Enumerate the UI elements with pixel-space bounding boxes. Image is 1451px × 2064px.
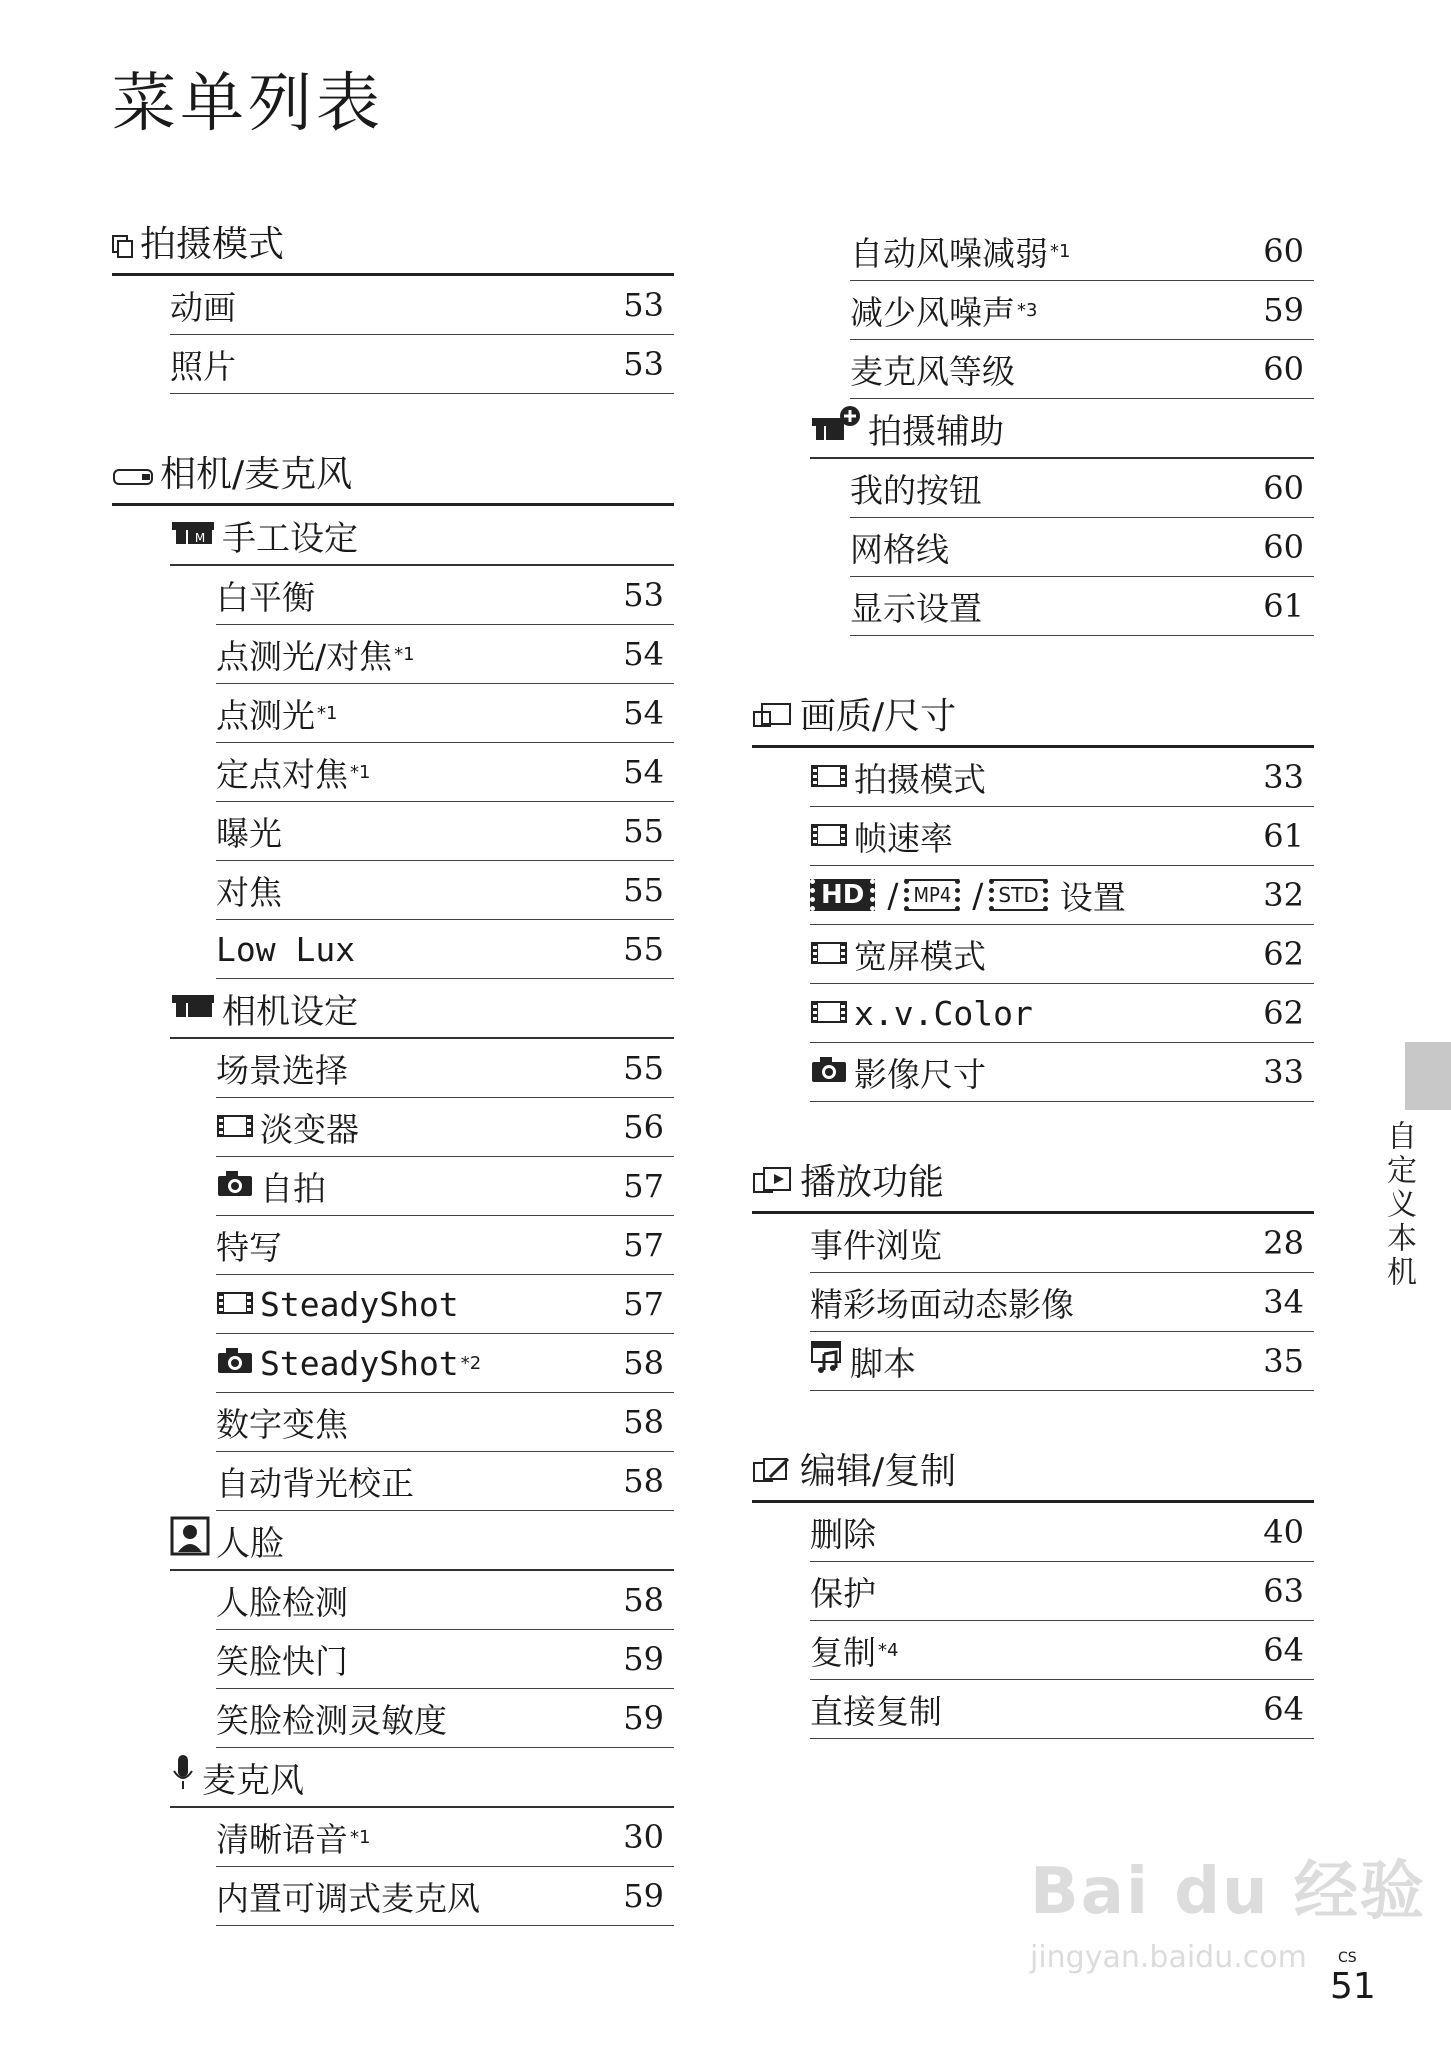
footnote-mark: *1 [317, 702, 338, 724]
edit-copy-icon [752, 1453, 794, 1494]
section-camera-mic [112, 448, 674, 506]
item-label: 复制 [810, 1632, 876, 1672]
item-label: 数字变焦 [216, 1404, 348, 1444]
subsection-title: 手工设定 [222, 518, 358, 559]
footnote-mark: *1 [1050, 240, 1071, 262]
item-page: 32 [1263, 876, 1304, 914]
menu-item[interactable] [216, 1867, 674, 1926]
menu-item[interactable] [216, 566, 674, 625]
shooting-assist-icon [810, 404, 862, 453]
movie-film-icon [810, 758, 848, 797]
subsection-camera-settings [170, 979, 674, 1039]
subsection-title: 相机设定 [222, 991, 358, 1032]
subsection-title: 人脸 [216, 1523, 284, 1564]
item-label: 自动背光校正 [216, 1463, 414, 1503]
item-page: 60 [1263, 469, 1304, 507]
subsection-face [170, 1511, 674, 1571]
shooting-mode-icon [112, 226, 134, 267]
item-page: 58 [623, 1403, 664, 1441]
item-page: 53 [623, 345, 664, 383]
menu-item[interactable] [216, 625, 674, 684]
item-page: 35 [1263, 1342, 1304, 1380]
item-label: 笑脸快门 [216, 1641, 348, 1681]
manual-camera-icon [170, 515, 216, 555]
menu-item[interactable] [216, 861, 674, 920]
item-page: 60 [1263, 528, 1304, 566]
subsection-manual [170, 506, 674, 566]
item-label: 自拍 [260, 1168, 326, 1208]
item-label: 白平衡 [216, 577, 315, 617]
item-label: 我的按钮 [850, 470, 982, 510]
item-label: 特写 [216, 1227, 282, 1267]
item-page: 54 [623, 753, 664, 791]
item-label: 精彩场面动态影像 [810, 1284, 1074, 1324]
item-page: 57 [623, 1226, 664, 1264]
chapter-tab [1405, 1042, 1451, 1110]
menu-item[interactable] [810, 807, 1314, 866]
menu-item[interactable] [850, 577, 1314, 636]
photo-camera-icon [216, 1344, 254, 1383]
page-number: 51 [1330, 1966, 1376, 2007]
menu-item[interactable] [810, 984, 1314, 1043]
item-label: Low Lux [216, 929, 356, 969]
std-format-icon: STD [989, 879, 1047, 911]
item-label: 拍摄模式 [854, 759, 986, 799]
menu-item[interactable] [170, 276, 674, 335]
menu-item[interactable] [216, 743, 674, 802]
item-label: 人脸检测 [216, 1582, 348, 1622]
menu-item[interactable] [216, 1275, 674, 1334]
item-page: 61 [1263, 817, 1304, 855]
item-page: 56 [623, 1108, 664, 1146]
menu-item[interactable] [850, 281, 1314, 340]
item-page: 33 [1263, 1053, 1304, 1091]
menu-item[interactable] [810, 1273, 1314, 1332]
menu-item[interactable] [216, 1098, 674, 1157]
menu-item[interactable] [810, 1332, 1314, 1391]
item-page: 55 [623, 871, 664, 909]
item-page: 57 [623, 1167, 664, 1205]
menu-item[interactable] [850, 518, 1314, 577]
item-page: 58 [623, 1344, 664, 1382]
subsection-assist [810, 399, 1314, 459]
section-playback [752, 1156, 1314, 1214]
item-page: 58 [623, 1462, 664, 1500]
movie-film-icon [810, 817, 848, 856]
playback-icon [752, 1164, 794, 1205]
hd-format-icon: HD [810, 879, 875, 911]
item-page: 64 [1263, 1690, 1304, 1728]
chapter-label: 自定义本机 [1381, 1120, 1416, 1290]
item-label: SteadyShot [260, 1343, 459, 1383]
photo-camera-icon [216, 1167, 254, 1206]
item-label: 保护 [810, 1573, 876, 1613]
item-label: 对焦 [216, 872, 282, 912]
item-page: 54 [623, 635, 664, 673]
subsection-title: 拍摄辅助 [868, 411, 1004, 452]
section-shooting-mode [112, 218, 674, 276]
mp4-format-icon: MP4 [904, 879, 960, 911]
item-page: 55 [623, 1049, 664, 1087]
footnote-mark: *2 [460, 1352, 482, 1374]
face-icon [170, 1516, 210, 1565]
menu-item[interactable] [216, 1630, 674, 1689]
menu-item[interactable] [216, 1571, 674, 1630]
subsection-mic [170, 1748, 674, 1808]
section-title: 拍摄模式 [140, 224, 285, 265]
movie-film-icon [810, 994, 848, 1033]
menu-item[interactable] [810, 1562, 1314, 1621]
item-label: 脚本 [850, 1343, 916, 1383]
menu-item[interactable] [850, 222, 1314, 281]
menu-item[interactable] [810, 925, 1314, 984]
item-label: 内置可调式麦克风 [216, 1878, 480, 1918]
item-page: 33 [1263, 758, 1304, 796]
footnote-mark: *4 [878, 1639, 899, 1661]
menu-item[interactable] [216, 1039, 674, 1098]
item-label: 笑脸检测灵敏度 [216, 1700, 447, 1740]
item-page: 55 [623, 812, 664, 850]
item-page: 57 [623, 1285, 664, 1323]
menu-item[interactable] [216, 920, 674, 979]
footnote-mark: *1 [394, 643, 415, 665]
item-page: 34 [1263, 1283, 1304, 1321]
subsection-title: 麦克风 [202, 1760, 304, 1801]
item-label: x.v.Color [854, 993, 1033, 1033]
item-page: 59 [623, 1877, 664, 1915]
menu-item[interactable] [216, 1452, 674, 1511]
section-title: 画质/尺寸 [800, 696, 957, 737]
item-label: 曝光 [216, 813, 282, 853]
item-page: 62 [1263, 935, 1304, 973]
item-page: 28 [1263, 1224, 1304, 1262]
menu-item[interactable] [810, 1043, 1314, 1102]
movie-film-icon [216, 1285, 254, 1324]
menu-item[interactable] [216, 684, 674, 743]
item-label: 宽屏模式 [854, 936, 986, 976]
menu-item[interactable] [810, 1621, 1314, 1680]
menu-item[interactable] [850, 340, 1314, 399]
item-page: 61 [1263, 587, 1304, 625]
menu-item[interactable] [216, 1689, 674, 1748]
item-page: 59 [623, 1640, 664, 1678]
item-page: 53 [623, 576, 664, 614]
section-quality [752, 690, 1314, 748]
menu-item[interactable] [810, 1214, 1314, 1273]
menu-item[interactable] [810, 866, 1314, 925]
item-label: 显示设置 [850, 588, 982, 628]
slash-separator: / [887, 875, 899, 915]
left-column [112, 218, 674, 1926]
item-page: 64 [1263, 1631, 1304, 1669]
footnote-mark: *1 [350, 1826, 371, 1848]
item-label: 减少风噪声 [850, 292, 1015, 332]
item-page: 55 [623, 930, 664, 968]
item-page: 53 [623, 286, 664, 324]
watermark-logo: Bai du 经验 [1030, 1855, 1426, 1929]
section-title: 播放功能 [800, 1162, 945, 1203]
menu-item[interactable] [810, 748, 1314, 807]
section-edit [752, 1445, 1314, 1503]
footnote-mark: *3 [1017, 299, 1038, 321]
item-page: 59 [1263, 291, 1304, 329]
item-label: 影像尺寸 [854, 1054, 986, 1094]
item-label: 直接复制 [810, 1691, 942, 1731]
menu-item[interactable] [216, 1157, 674, 1216]
right-column [752, 222, 1314, 1739]
svg-text:M: M [194, 531, 206, 545]
menu-item[interactable] [216, 1334, 674, 1393]
watermark-url: jingyan.baidu.com [1030, 1940, 1307, 1975]
item-label: 场景选择 [216, 1050, 348, 1090]
item-label: 麦克风等级 [850, 351, 1015, 391]
menu-item[interactable] [170, 335, 674, 394]
menu-item[interactable] [810, 1503, 1314, 1562]
language-code: CS [1338, 1950, 1357, 1966]
item-label: 事件浏览 [810, 1225, 942, 1265]
item-page: 62 [1263, 994, 1304, 1032]
camera-settings-icon [170, 988, 216, 1028]
footnote-mark: *1 [350, 761, 371, 783]
item-label: 点测光/对焦 [216, 636, 393, 676]
menu-item[interactable] [216, 1216, 674, 1275]
movie-film-icon [810, 935, 848, 974]
item-page: 60 [1263, 232, 1304, 270]
item-page: 59 [623, 1699, 664, 1737]
menu-item[interactable] [216, 1808, 674, 1867]
item-page: 60 [1263, 350, 1304, 388]
microphone-icon [170, 1753, 196, 1802]
item-page: 40 [1263, 1513, 1304, 1551]
menu-item[interactable] [850, 459, 1314, 518]
slash-separator: / [972, 875, 984, 915]
menu-item[interactable] [216, 1393, 674, 1452]
item-label: 动画 [170, 287, 236, 327]
menu-item[interactable] [216, 802, 674, 861]
item-label: SteadyShot [260, 1284, 459, 1324]
item-label: 帧速率 [854, 818, 953, 858]
photo-camera-icon [810, 1053, 848, 1092]
item-page: 54 [623, 694, 664, 732]
item-label: 清晰语音 [216, 1819, 348, 1859]
item-label: 点测光 [216, 695, 315, 735]
scenario-icon [810, 1340, 844, 1382]
item-label: 照片 [170, 346, 236, 386]
item-page: 63 [1263, 1572, 1304, 1610]
menu-item[interactable] [810, 1680, 1314, 1739]
item-label: 网格线 [850, 529, 949, 569]
camcorder-icon [112, 456, 154, 497]
movie-film-icon [216, 1108, 254, 1147]
item-label: 自动风噪减弱 [850, 233, 1048, 273]
section-title: 相机/麦克风 [160, 454, 353, 495]
page-title: 菜单列表 [112, 67, 384, 141]
item-label: 设置 [1059, 877, 1126, 917]
item-label: 删除 [810, 1514, 876, 1554]
item-label: 淡变器 [260, 1109, 359, 1149]
item-label: 定点对焦 [216, 754, 348, 794]
item-page: 58 [623, 1581, 664, 1619]
image-size-icon [752, 698, 794, 739]
item-page: 30 [623, 1818, 664, 1856]
section-title: 编辑/复制 [800, 1451, 957, 1492]
